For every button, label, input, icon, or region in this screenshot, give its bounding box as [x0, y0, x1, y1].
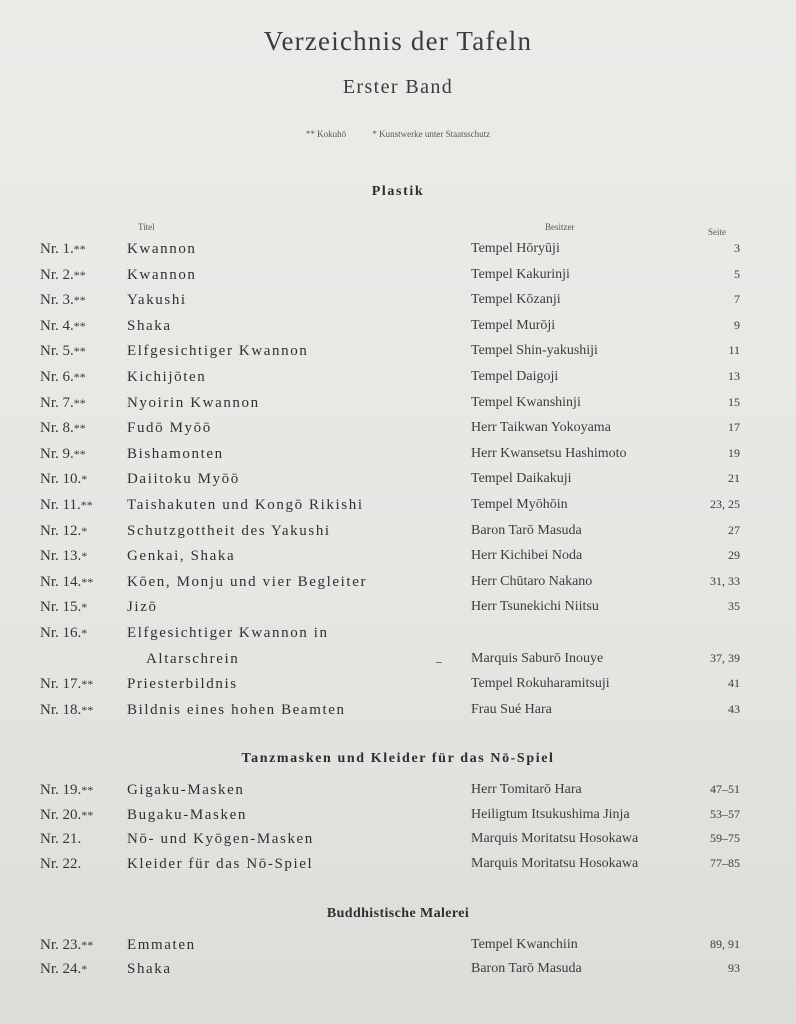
plate-title: Altarschrein	[146, 650, 240, 667]
plate-number-text: Nr. 3.	[40, 292, 74, 309]
plate-title: Priesterbildnis	[127, 676, 238, 693]
plate-number	[40, 497, 93, 514]
plate-title: Fudō Myōō	[127, 420, 212, 437]
plate-owner: Herr Taikwan Yokoyama	[471, 420, 611, 436]
plate-page: 5	[734, 266, 740, 281]
protection-mark: **	[73, 242, 86, 256]
plate-page: 89, 91	[710, 937, 740, 951]
plate-number	[40, 782, 93, 799]
protection-mark: **	[73, 344, 86, 359]
plate-title: Kleider für das Nō-Spiel	[127, 855, 314, 872]
plate-owner: Tempel Daigoji	[471, 369, 559, 384]
plate-title: Kōen, Monju und vier Begleiter	[127, 573, 368, 590]
list-item	[0, 471, 796, 496]
plate-page: 17	[728, 420, 740, 435]
plate-title: Taishakuten und Kongō Rikishi	[127, 497, 364, 513]
plate-number-text: Nr. 7.	[40, 394, 74, 411]
plate-title: Shaka	[127, 961, 172, 977]
protection-mark: **	[81, 783, 94, 797]
plate-title: Bishamonten	[127, 445, 224, 462]
plate-page: 35	[728, 599, 740, 614]
plate-number	[40, 937, 93, 954]
list-item	[0, 241, 796, 266]
plate-number-text: Nr. 1.	[40, 241, 74, 257]
plate-number-text: Nr. 19.	[40, 782, 82, 798]
plate-owner: Tempel Murōji	[471, 317, 556, 333]
plate-number-text: Nr. 5.	[40, 343, 74, 360]
plate-page: 11	[728, 343, 740, 358]
plate-owner: Tempel Myōhōin	[471, 497, 568, 512]
plate-page: 47–51	[710, 782, 740, 796]
protection-mark: **	[81, 702, 94, 717]
list-item	[0, 625, 796, 650]
column-header-page: Seite	[708, 227, 726, 237]
plate-owner: Tempel Hōryūji	[471, 241, 560, 256]
plate-page: 53–57	[710, 806, 740, 821]
plate-page: 37, 39	[710, 650, 740, 665]
protection-mark: **	[81, 574, 94, 589]
page-title: Verzeichnis der Tafeln	[263, 26, 533, 56]
plate-title: Kichijōten	[127, 369, 207, 385]
column-header-owner: Besitzer	[545, 222, 575, 232]
plate-number	[40, 831, 81, 848]
plate-page: 31, 33	[710, 573, 740, 588]
plate-number-text: Nr. 22.	[40, 855, 82, 872]
plate-number-text: Nr. 24.	[40, 961, 82, 977]
plate-owner: Herr Tomitarō Hara	[471, 782, 582, 797]
plate-title: Nyoirin Kwannon	[127, 394, 260, 411]
protection-mark: **	[73, 395, 86, 410]
protection-mark: **	[80, 498, 93, 512]
protection-mark: **	[81, 807, 94, 822]
plate-number	[40, 420, 86, 437]
plate-page: 21	[728, 471, 740, 486]
plate-title: Schutzgottheit des Yakushi	[127, 522, 331, 539]
plate-number	[40, 369, 86, 386]
plate-page: 13	[728, 369, 740, 383]
plate-number	[40, 471, 87, 488]
list-item	[0, 446, 796, 471]
list-item	[0, 343, 796, 368]
plate-number	[40, 343, 86, 360]
plate-title: Gigaku-Masken	[127, 782, 245, 798]
plate-page: 41	[728, 676, 740, 691]
plate-page: 43	[728, 701, 740, 716]
list-item	[0, 831, 796, 856]
list-item	[0, 548, 796, 573]
list-item	[0, 856, 796, 881]
protection-mark: *	[81, 962, 88, 976]
plate-number-text: Nr. 14.	[40, 573, 82, 590]
plate-number-text: Nr. 13.	[40, 548, 82, 565]
plate-number	[40, 574, 93, 591]
plate-title: Bildnis eines hohen Beamten	[127, 701, 346, 718]
plate-title: Emmaten	[127, 937, 196, 953]
plate-owner: Heiligtum Itsukushima Jinja	[471, 806, 630, 822]
plate-number-text: Nr. 21.	[40, 831, 82, 847]
plate-owner: Herr Kichibei Noda	[471, 548, 583, 564]
plate-title: Shaka	[127, 317, 172, 334]
protection-mark: *	[81, 626, 88, 640]
list-item	[0, 961, 796, 986]
plate-owner: Marquis Moritatsu Hosokawa	[471, 855, 639, 871]
plate-number	[40, 599, 87, 616]
plate-number-text: Nr. 18.	[40, 701, 82, 718]
plate-owner: Baron Tarō Masuda	[471, 961, 582, 976]
plate-number	[40, 807, 93, 824]
plate-page: 19	[728, 445, 740, 460]
protection-mark: **	[81, 938, 94, 952]
list-item	[0, 420, 796, 445]
plate-number-text: Nr. 17.	[40, 676, 82, 693]
plate-page: 3	[734, 241, 740, 255]
protection-mark: *	[81, 549, 88, 564]
plate-title: Nō- und Kyōgen-Masken	[127, 831, 314, 847]
plate-number-text: Nr. 8.	[40, 420, 74, 437]
plate-number	[40, 625, 87, 642]
plate-number-text: Nr. 12.	[40, 522, 82, 539]
plate-title: Elfgesichtiger Kwannon in	[127, 625, 329, 641]
protection-mark: *	[81, 472, 88, 487]
plate-number	[40, 548, 87, 565]
plate-owner: Frau Sué Hara	[471, 701, 552, 717]
list-item	[0, 395, 796, 420]
plate-owner: Tempel Rokuharamitsuji	[471, 676, 610, 692]
plate-owner: Herr Tsunekichi Niitsu	[471, 599, 599, 615]
column-header-title: Titel	[138, 222, 155, 232]
protection-mark: **	[73, 421, 86, 436]
protection-mark: *	[81, 600, 88, 615]
protection-mark: **	[73, 446, 86, 461]
list-item	[0, 497, 796, 522]
plate-number-text: Nr. 20.	[40, 806, 82, 823]
list-item	[0, 267, 796, 292]
plate-page: 15	[728, 394, 740, 409]
plate-number	[40, 446, 86, 463]
plate-number-text: Nr. 2.	[40, 266, 74, 283]
protection-mark: **	[73, 293, 86, 308]
plate-number	[40, 395, 86, 412]
plate-title: Elfgesichtiger Kwannon	[127, 343, 309, 360]
list-item	[0, 523, 796, 548]
section-heading-tanzmasken: Tanzmasken und Kleider für das Nō-Spiel	[241, 751, 555, 766]
plate-owner: Tempel Daikakuji	[471, 471, 572, 487]
plate-page: 7	[734, 292, 740, 307]
list-item	[0, 651, 796, 676]
plate-title: Yakushi	[127, 292, 187, 309]
protection-mark: **	[81, 677, 94, 692]
plate-owner: Marquis Saburō Inouye	[471, 650, 604, 666]
plate-number	[40, 523, 87, 540]
plate-number	[40, 961, 87, 978]
plate-owner: Tempel Kakurinji	[471, 266, 570, 282]
list-item	[0, 807, 796, 832]
list-item	[0, 676, 796, 701]
plate-page: 23, 25	[710, 497, 740, 511]
plate-number-text: Nr. 15.	[40, 599, 82, 616]
plate-number	[40, 702, 93, 719]
plate-number-text: Nr. 9.	[40, 445, 74, 462]
plate-number	[40, 318, 86, 335]
plate-title: Daiitoku Myōō	[127, 471, 240, 488]
plate-page: 77–85	[710, 855, 740, 870]
list-item	[0, 292, 796, 317]
plate-owner: Tempel Kōzanji	[471, 292, 561, 308]
plate-number-text: Nr. 10.	[40, 471, 82, 488]
legend-kokuho: ** Kokuhō	[305, 129, 347, 139]
plate-number-text: Nr. 11.	[40, 497, 81, 513]
continuation-dash	[436, 662, 442, 663]
list-item	[0, 599, 796, 624]
plate-page: 93	[728, 961, 740, 975]
plate-page: 59–75	[710, 831, 740, 845]
plate-title: Kwannon	[127, 266, 197, 283]
plate-owner: Marquis Moritatsu Hosokawa	[471, 831, 639, 846]
protection-mark: **	[73, 318, 86, 333]
plate-page: 9	[734, 317, 740, 332]
plate-page: 27	[728, 522, 740, 537]
plate-owner: Baron Tarō Masuda	[471, 522, 582, 538]
plate-title: Bugaku-Masken	[127, 806, 247, 823]
section-heading-malerei: Buddhistische Malerei	[326, 906, 470, 921]
protection-mark: *	[81, 523, 88, 538]
plate-owner: Tempel Kwanshinji	[471, 394, 581, 410]
section-heading-plastik: Plastik	[371, 184, 425, 199]
legend-staatsschutz: * Kunstwerke unter Staatsschutz	[372, 129, 491, 139]
plate-owner: Herr Chūtaro Nakano	[471, 573, 593, 589]
plate-number	[40, 292, 86, 309]
plate-title: Genkai, Shaka	[127, 548, 236, 565]
list-item	[0, 369, 796, 394]
list-item	[0, 318, 796, 343]
plate-number	[40, 241, 86, 258]
plate-number	[40, 676, 93, 693]
plate-page: 29	[728, 548, 740, 563]
symbol-legend	[0, 129, 796, 139]
plate-number-text: Nr. 16.	[40, 625, 82, 641]
list-item	[0, 574, 796, 599]
plate-number-text: Nr. 23.	[40, 937, 82, 953]
plate-number	[40, 267, 86, 284]
volume-subtitle: Erster Band	[342, 76, 454, 98]
list-item	[0, 782, 796, 807]
protection-mark: **	[73, 267, 86, 282]
plate-owner: Tempel Shin-yakushiji	[471, 343, 598, 359]
plate-number-text: Nr. 4.	[40, 317, 74, 334]
plate-number-text: Nr. 6.	[40, 369, 74, 385]
plate-owner: Herr Kwansetsu Hashimoto	[471, 445, 627, 461]
plate-number	[40, 856, 81, 873]
plate-title: Kwannon	[127, 241, 197, 257]
list-item	[0, 702, 796, 727]
list-item	[0, 937, 796, 962]
plate-owner: Tempel Kwanchiin	[471, 937, 578, 952]
plate-title: Jizō	[127, 599, 158, 616]
protection-mark: **	[73, 370, 86, 384]
